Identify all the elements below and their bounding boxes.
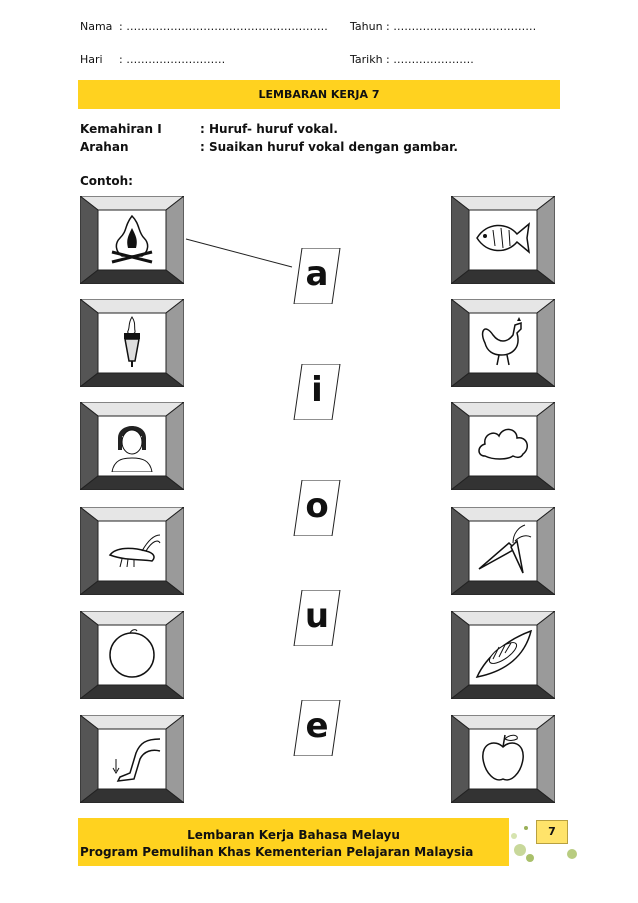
footer-line-2: Program Pemulihan Khas Kementerian Pelajaran Malaysia (80, 845, 474, 859)
vowel-card-e[interactable] (292, 700, 342, 756)
shrimp-icon (102, 521, 162, 577)
picture-frame-right-2[interactable] (451, 299, 555, 387)
picture-frame-left-5[interactable] (80, 611, 184, 699)
vowel-letter: o (305, 486, 329, 526)
fish-icon (473, 210, 533, 266)
hari-field[interactable]: : ……………………… (119, 53, 226, 66)
vowel-card-a[interactable] (292, 248, 342, 304)
contoh-label: Contoh: (80, 174, 133, 188)
nama-field[interactable]: : ………………………………………………. (119, 20, 328, 33)
picture-frame-left-1[interactable] (80, 196, 184, 284)
hari-label: Hari (80, 53, 103, 66)
picture-frame-left-3[interactable] (80, 402, 184, 490)
vowel-card-u[interactable] (292, 590, 342, 646)
footer-banner (78, 818, 509, 866)
picture-frame-left-4[interactable] (80, 507, 184, 595)
cloud-icon (473, 416, 533, 472)
rooster-icon (473, 313, 533, 369)
vowel-letter: a (305, 254, 329, 294)
picture-frame-right-6[interactable] (451, 715, 555, 803)
picture-frame-right-1[interactable] (451, 196, 555, 284)
tahun-field[interactable]: Tahun : ………………………………… (350, 20, 537, 33)
picture-frame-left-2[interactable] (80, 299, 184, 387)
picture-frame-right-3[interactable] (451, 402, 555, 490)
caterpillar-icon (473, 625, 533, 681)
arahan-value: : Suaikan huruf vokal dengan gambar. (200, 140, 458, 154)
fire-icon (102, 210, 162, 266)
orange-icon (102, 625, 162, 681)
kemahiran-label: Kemahiran I (80, 122, 162, 136)
page-number: 7 (536, 820, 568, 844)
leg-icon (102, 729, 162, 785)
vowel-letter: u (304, 596, 330, 636)
footer-line-1: Lembaran Kerja Bahasa Melayu (187, 828, 400, 842)
nama-label: Nama (80, 20, 113, 33)
picture-frame-right-4[interactable] (451, 507, 555, 595)
page-title: LEMBARAN KERJA 7 (258, 88, 380, 101)
tarikh-field[interactable]: Tarikh : …………………. (350, 53, 474, 66)
vowel-card-o[interactable] (292, 480, 342, 536)
picture-frame-right-5[interactable] (451, 611, 555, 699)
woman-icon (102, 416, 162, 472)
vowel-letter: i (311, 370, 323, 410)
apple-icon (473, 729, 533, 785)
arahan-label: Arahan (80, 140, 129, 154)
vowel-card-i[interactable] (292, 364, 342, 420)
carrot-icon (473, 521, 533, 577)
torch-icon (102, 313, 162, 369)
vowel-letter: e (305, 706, 329, 746)
kemahiran-value: : Huruf- huruf vokal. (200, 122, 338, 136)
picture-frame-left-6[interactable] (80, 715, 184, 803)
